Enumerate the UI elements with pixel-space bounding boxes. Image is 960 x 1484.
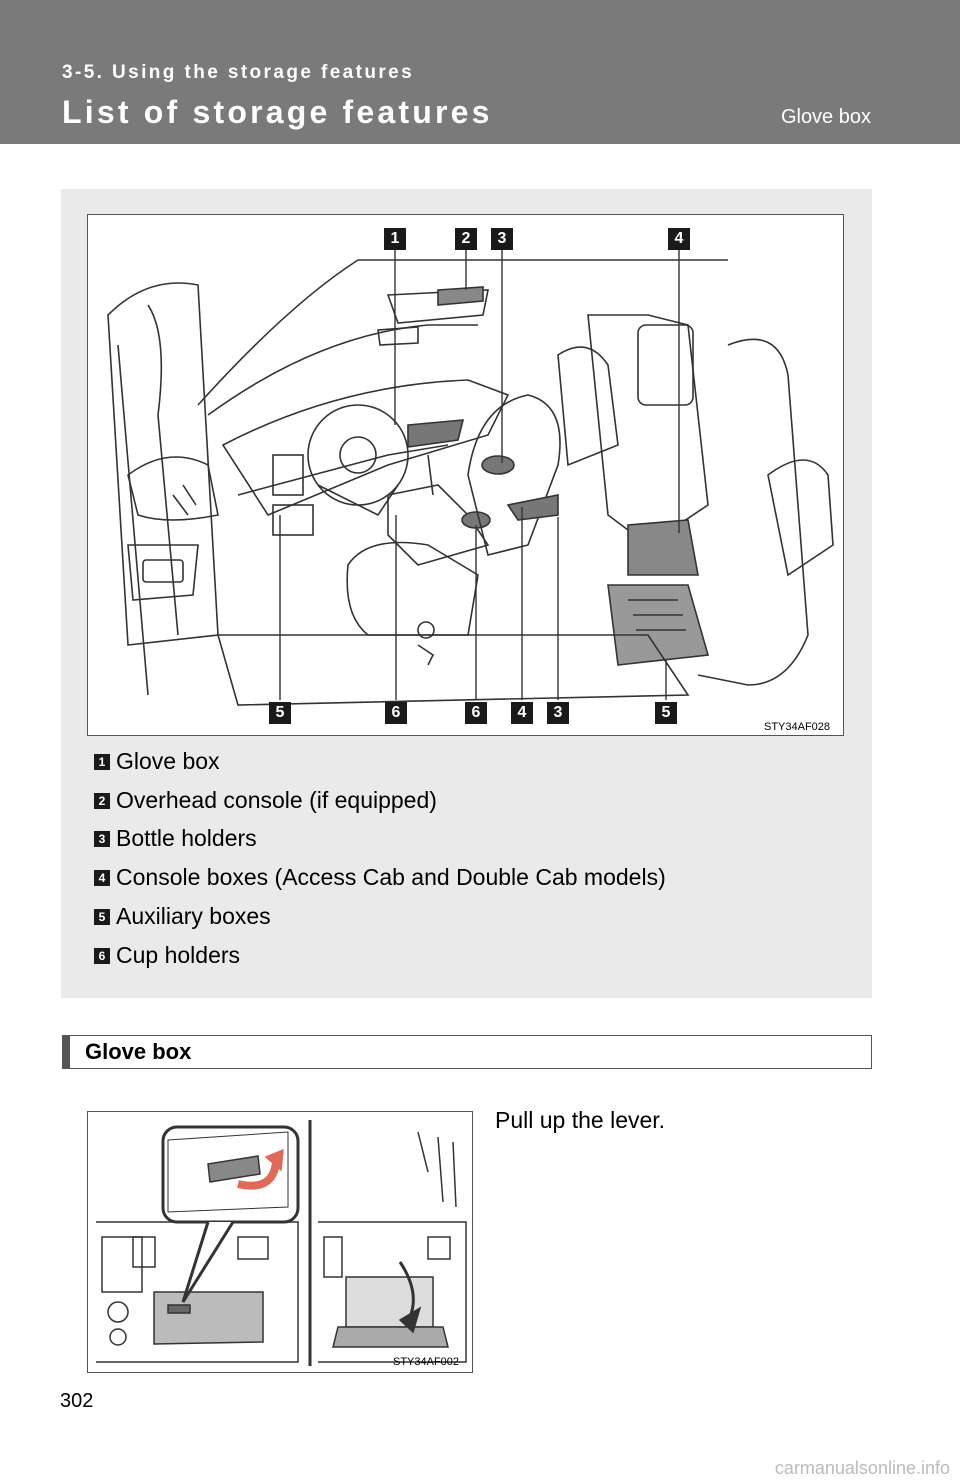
legend-label: Overhead console (if equipped) [116, 787, 437, 813]
callout-badge: 4 [511, 702, 533, 724]
callout-badge: 1 [384, 228, 406, 250]
callout-badge: 4 [668, 228, 690, 250]
callout-badge: 3 [547, 702, 569, 724]
figure-code: STY34AF002 [393, 1356, 460, 1368]
callout-badge: 3 [491, 228, 513, 250]
section-subheading [62, 1035, 872, 1069]
callout-badge: 2 [455, 228, 477, 250]
page-number: 302 [60, 1390, 94, 1412]
cabin-drawing [88, 215, 844, 736]
cabin-illustration [87, 214, 844, 736]
glove-box-illustration [87, 1111, 473, 1373]
legend-marker: 1 [94, 754, 110, 770]
legend-label: Auxiliary boxes [116, 903, 271, 929]
legend-label: Bottle holders [116, 825, 257, 851]
glove-box-drawing [88, 1112, 473, 1373]
instruction-text: Pull up the lever. [495, 1107, 666, 1133]
subheading-text: Glove box [85, 1039, 192, 1064]
topic-label: Glove box [780, 106, 871, 128]
legend-marker: 4 [94, 870, 110, 886]
legend-label: Cup holders [116, 942, 241, 968]
legend-label: Glove box [116, 748, 220, 774]
legend-label: Console boxes (Access Cab and Double Cab models) [116, 864, 666, 890]
legend-marker: 3 [94, 831, 110, 847]
callout-badge: 6 [465, 702, 487, 724]
callout-badge: 6 [385, 702, 407, 724]
watermark: carmanualsonline.info [774, 1458, 950, 1478]
callout-badge: 5 [655, 702, 677, 724]
page-title: List of storage features [62, 94, 493, 130]
figure-code: STY34AF028 [764, 721, 831, 733]
legend-marker: 2 [94, 793, 110, 809]
page-header [0, 0, 960, 144]
section-label: 3-5. Using the storage features [62, 62, 415, 83]
legend-marker: 5 [94, 909, 110, 925]
callout-badge: 5 [269, 702, 291, 724]
legend-marker: 6 [94, 948, 110, 964]
